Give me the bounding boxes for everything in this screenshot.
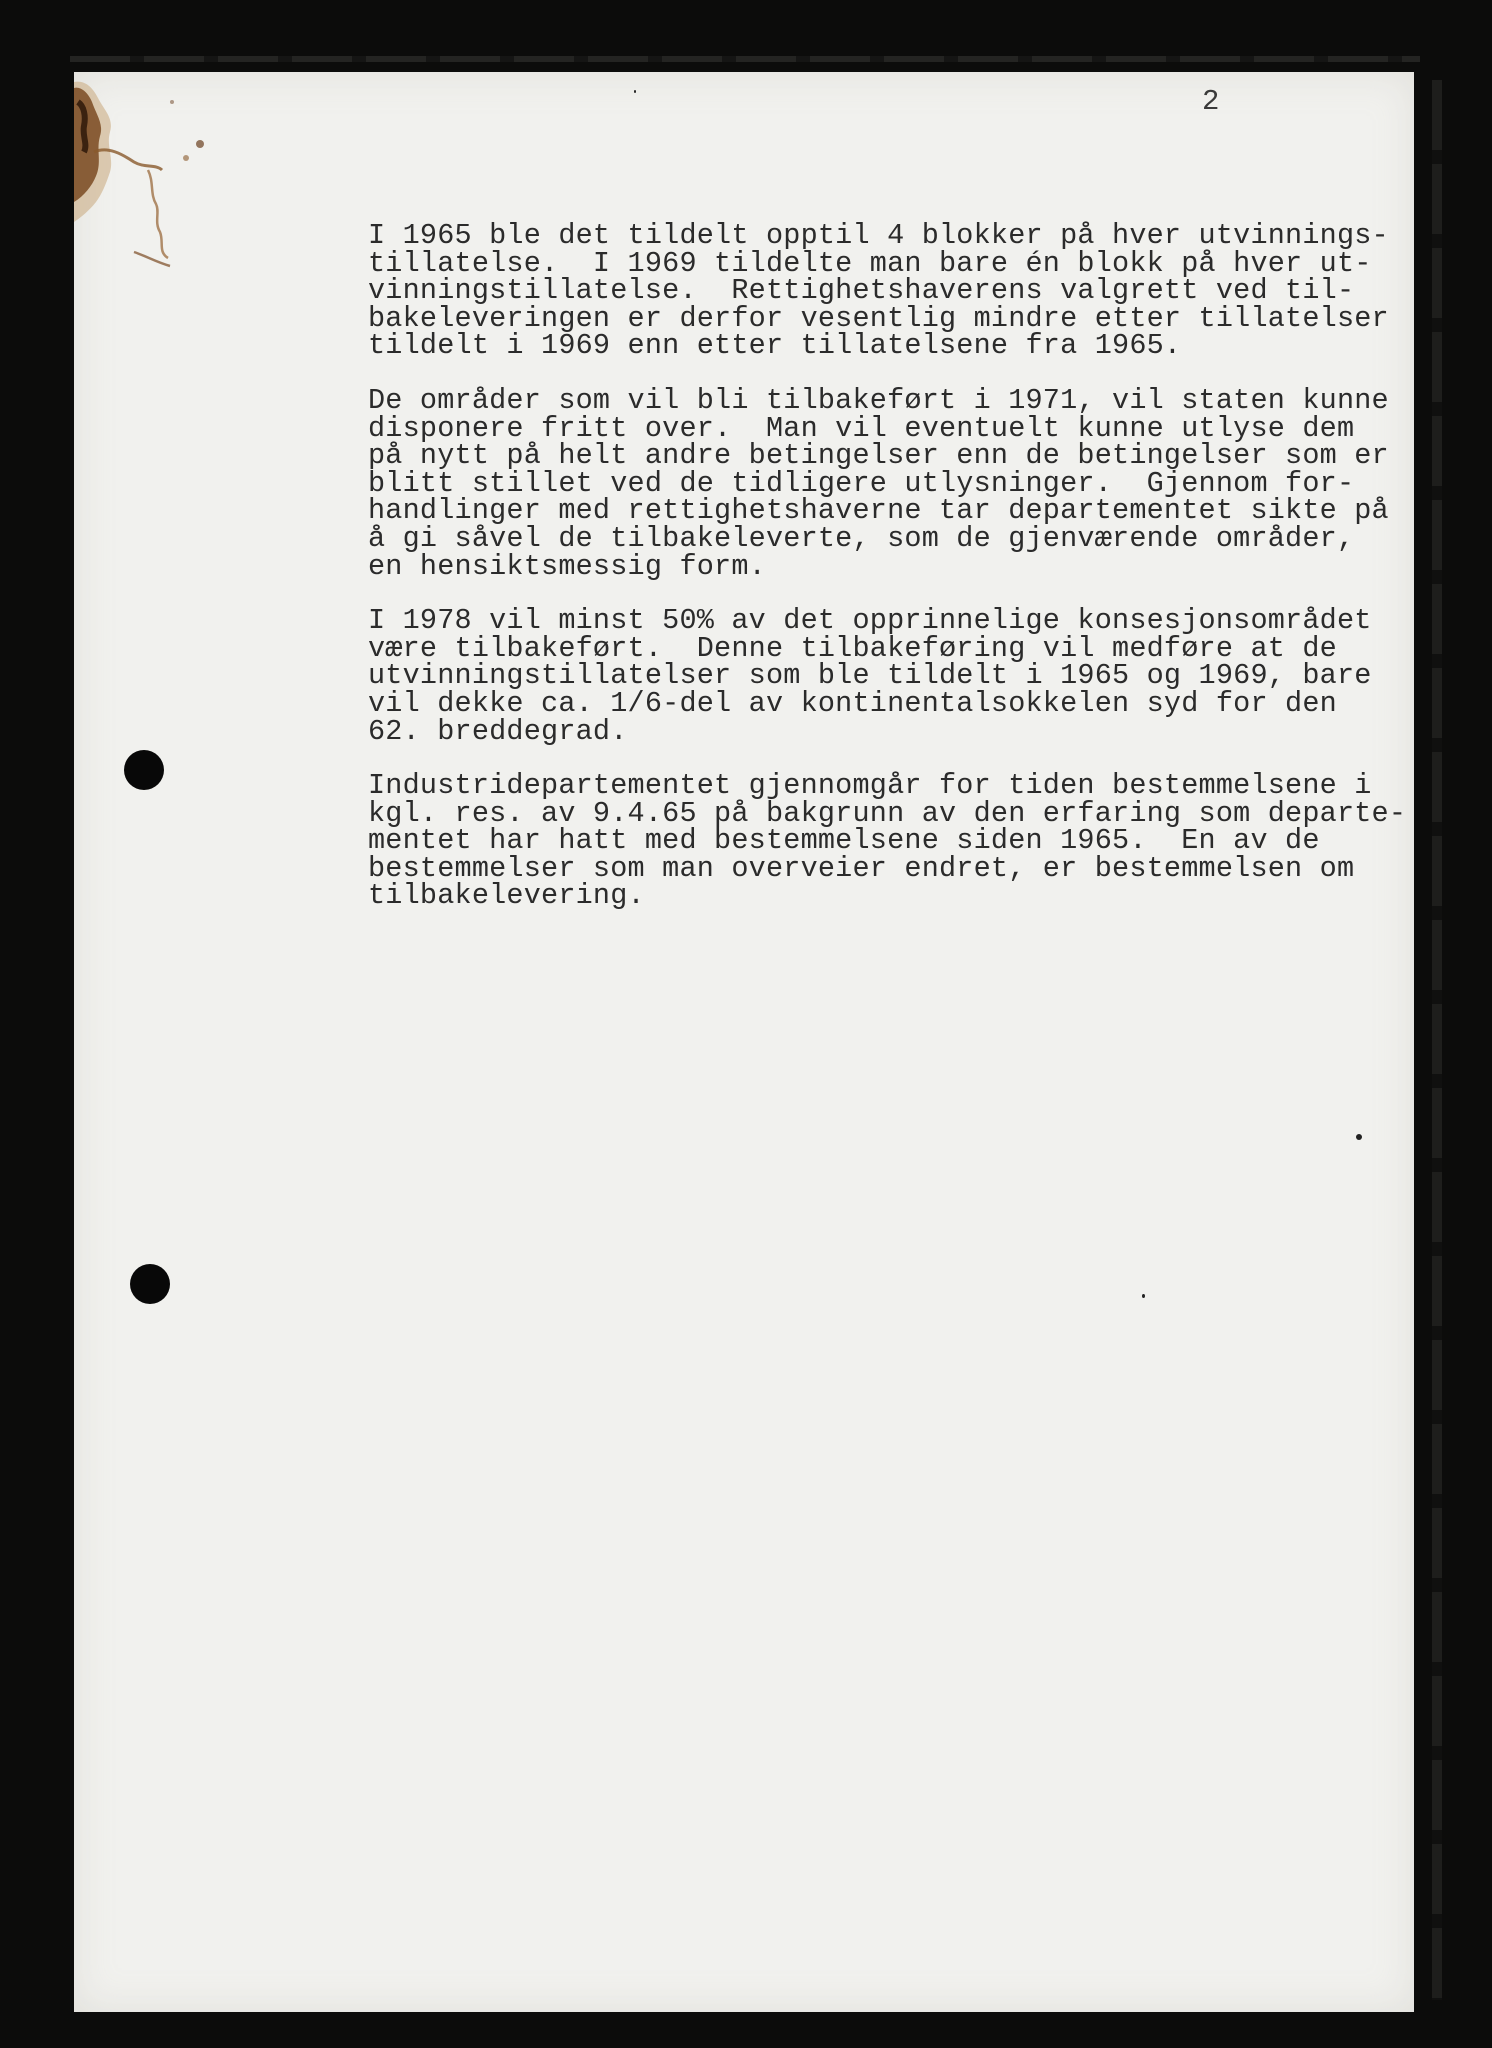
paragraph-2 (368, 383, 1389, 583)
scan-right-edge (1432, 80, 1442, 2000)
text-line: bakeleveringen er derfor vesentlig mindre etter tillatelser (368, 301, 1389, 335)
text-line: være tilbakeført. Denne tilbakeføring vil medføre at de (368, 631, 1337, 665)
paragraph-1 (368, 219, 1389, 363)
document-page (74, 72, 1414, 2012)
text-line: vinningstillatelse. Rettighetshaverens valgrett ved til- (368, 274, 1355, 308)
text-line: Industridepartementet gjennomgår for tiden bestemmelsene i (368, 769, 1372, 803)
text-line: I 1978 vil minst 50% av det opprinnelige konsesjonsområdet (368, 604, 1372, 638)
punch-hole-lower (130, 1264, 170, 1304)
text-line: utvinningstillatelser som ble tildelt i 1965 og 1969, bare (368, 659, 1372, 693)
text-line: handlinger med rettighetshaverne tar departementet sikte på (368, 494, 1389, 528)
burn-mark-stain (74, 72, 224, 282)
text-line: bestemmelser som man overveier endret, er bestemmelsen om (368, 851, 1355, 885)
text-line: kgl. res. av 9.4.65 på bakgrunn av den erfaring som departe- (368, 796, 1407, 830)
text-line: tildelt i 1969 enn etter tillatelsene fra 1965. (368, 329, 1182, 363)
text-line: disponere fritt over. Man vil eventuelt kunne utlyse dem (368, 411, 1355, 445)
document-body (368, 219, 1407, 937)
text-line: på nytt på helt andre betingelser enn de betingelser som er (368, 439, 1389, 473)
text-line: 62. breddegrad. (368, 714, 628, 748)
paragraph-3 (368, 604, 1378, 748)
text-line: tillatelse. I 1969 tildelte man bare én blokk på hver ut- (368, 246, 1372, 280)
text-line: mentet har hatt med bestemmelsene siden 1965. En av de (368, 824, 1320, 858)
text-line: å gi såvel de tilbakeleverte, som de gjenværende områder, (368, 521, 1355, 555)
paragraph-4 (368, 769, 1407, 913)
text-line: I 1965 ble det tildelt opptil 4 blokker på hver utvinnings- (368, 219, 1389, 252)
page-number: 2 (1202, 85, 1220, 118)
paper-speck (1356, 1134, 1362, 1140)
paper-speck (634, 90, 636, 93)
text-line: vil dekke ca. 1/6-del av kontinentalsokkelen syd for den (368, 686, 1337, 720)
punch-hole-upper (124, 750, 164, 790)
paper-speck (1142, 1294, 1145, 1298)
text-line: en hensiktsmessig form. (368, 549, 766, 583)
scan-top-edge (70, 56, 1420, 62)
text-line: blitt stillet ved de tidligere utlysninger. Gjennom for- (368, 466, 1355, 500)
text-line: De områder som vil bli tilbakeført i 1971, vil staten kunne (368, 383, 1389, 417)
text-line: tilbakelevering. (368, 879, 645, 913)
